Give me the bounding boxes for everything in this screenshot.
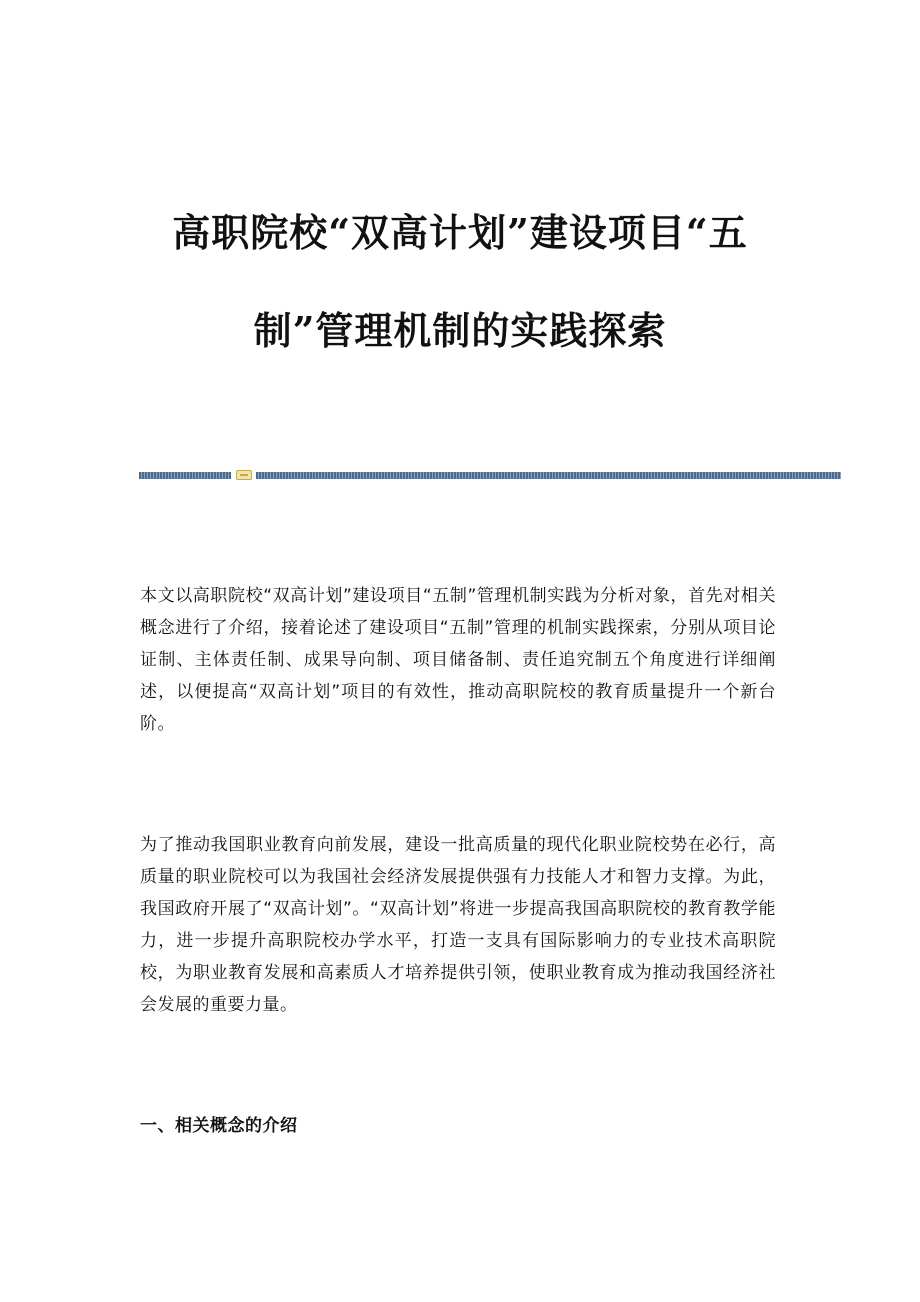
intro-paragraph: 为了推动我国职业教育向前发展，建设一批高质量的现代化职业院校势在必行，高质量的职业院校可以为我国社会经济发展提供强有力技能人才和智力支撑。为此，我国政府开展了“双高计划”。“双高计划”将进一步提高我国高职院校的教育教学能力，进一步提升高职院校办学水平，打造一支具有国际影响力的专业技术高职院校，为职业教育发展和高素质人才培养提供引领，使职业教育成为推动我国经济社会发展的重要力量。 <box>140 835 776 1015</box>
title-line-2: 制”管理机制的实践探索 <box>253 308 667 353</box>
divider-bar-right <box>256 472 841 479</box>
abstract-paragraph: 本文以高职院校“双高计划”建设项目“五制”管理机制实践为分析对象，首先对相关概念进行了介绍，接着论述了建设项目“五制”管理的机制实践探索，分别从项目论证制、主体责任制、成果导向制、项目储备制、责任追究制五个角度进行详细阐述，以便提高“双高计划”项目的有效性，推动高职院校的教育质量提升一个新台阶。 <box>140 586 776 734</box>
title-line-1: 高职院校“双高计划”建设项目“五 <box>172 210 748 255</box>
divider-bar-left <box>139 472 231 479</box>
document-title <box>100 208 820 356</box>
decorative-divider <box>139 470 841 480</box>
divider-ornament-icon <box>236 470 252 480</box>
section-heading: 一、相关概念的介绍 <box>140 1116 298 1136</box>
